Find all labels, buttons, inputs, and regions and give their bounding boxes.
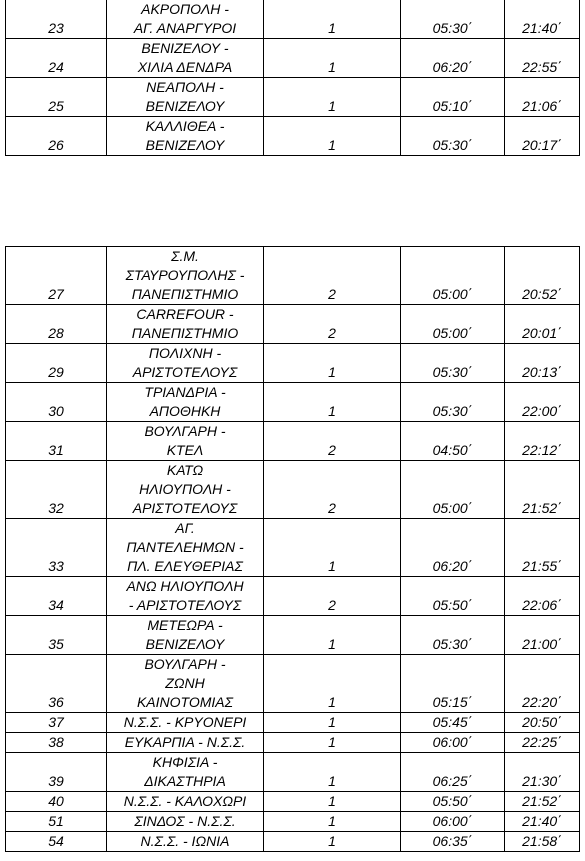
route-name-line: ΒΕΝΙΖΕΛΟΥ [145, 98, 225, 114]
route-name-line: ΠΛ. ΕΛΕΥΘΕΡΙΑΣ [127, 558, 243, 574]
route-number-cell: 23 [6, 0, 107, 39]
first-departure-cell: 06:35΄ [401, 832, 505, 852]
vehicle-count-cell: 1 [264, 655, 401, 713]
route-table-body [6, 0, 580, 156]
route-number-cell: 37 [6, 713, 107, 733]
last-departure-cell: 20:13΄ [505, 344, 580, 383]
first-departure-cell: 05:30΄ [401, 0, 505, 39]
first-departure-cell: 05:00΄ [401, 461, 505, 519]
table-row [6, 383, 580, 422]
route-number-cell: 24 [6, 39, 107, 78]
first-departure-cell: 05:50΄ [401, 577, 505, 616]
first-departure-cell: 06:20΄ [401, 519, 505, 577]
first-departure-cell: 05:15΄ [401, 655, 505, 713]
last-departure-cell: 22:12΄ [505, 422, 580, 461]
route-name-line: ΑΓ. [175, 520, 195, 536]
vehicle-count-cell: 1 [264, 39, 401, 78]
table-row [6, 577, 580, 616]
table-row [6, 247, 580, 305]
route-number-cell: 33 [6, 519, 107, 577]
table-row [6, 117, 580, 156]
vehicle-count-cell: 2 [264, 422, 401, 461]
vehicle-count-cell: 2 [264, 577, 401, 616]
route-name-cell [107, 655, 264, 713]
first-departure-cell: 06:00΄ [401, 733, 505, 753]
route-name-cell [107, 577, 264, 616]
route-name-cell [107, 78, 264, 117]
table-row [6, 713, 580, 733]
first-departure-cell: 05:00΄ [401, 305, 505, 344]
last-departure-cell: 20:50΄ [505, 713, 580, 733]
route-number-cell: 30 [6, 383, 107, 422]
first-departure-cell: 05:45΄ [401, 713, 505, 733]
table-row [6, 0, 580, 39]
route-number-cell: 26 [6, 117, 107, 156]
vehicle-count-cell: 1 [264, 713, 401, 733]
route-name-line: Ν.Σ.Σ. - ΚΡΥΟΝΕΡΙ [123, 714, 247, 730]
first-departure-cell: 05:00΄ [401, 247, 505, 305]
vehicle-count-cell: 1 [264, 117, 401, 156]
first-departure-cell: 05:30΄ [401, 344, 505, 383]
route-name-line: ΠΟΛΙΧΝΗ - [148, 345, 222, 361]
vehicle-count-cell: 2 [264, 461, 401, 519]
vehicle-count-cell: 1 [264, 832, 401, 852]
vehicle-count-cell: 1 [264, 616, 401, 655]
route-table-body [6, 247, 580, 852]
last-departure-cell: 21:40΄ [505, 812, 580, 832]
route-name-cell [107, 117, 264, 156]
last-departure-cell: 20:17΄ [505, 117, 580, 156]
last-departure-cell: 22:06΄ [505, 577, 580, 616]
first-departure-cell: 06:25΄ [401, 753, 505, 792]
vehicle-count-cell: 2 [264, 305, 401, 344]
route-number-cell: 35 [6, 616, 107, 655]
vehicle-count-cell: 1 [264, 344, 401, 383]
route-name-line: ΑΡΙΣΤΟΤΕΛΟΥΣ [132, 364, 238, 380]
first-departure-cell: 04:50΄ [401, 422, 505, 461]
route-name-line: ΠΑΝΕΠΙΣΤΗΜΙΟ [131, 286, 239, 302]
route-name-line: ΑΓ. ΑΝΑΡΓΥΡΟΙ [133, 20, 237, 36]
vehicle-count-cell: 1 [264, 812, 401, 832]
route-name-cell [107, 832, 264, 852]
route-number-cell: 27 [6, 247, 107, 305]
last-departure-cell: 22:20΄ [505, 655, 580, 713]
route-number-cell: 32 [6, 461, 107, 519]
route-number-cell: 31 [6, 422, 107, 461]
route-name-cell [107, 713, 264, 733]
route-name-cell [107, 0, 264, 39]
route-name-line: ΑΝΩ ΗΛΙΟΥΠΟΛΗ [126, 578, 244, 594]
vehicle-count-cell: 1 [264, 0, 401, 39]
first-departure-cell: 05:50΄ [401, 792, 505, 812]
last-departure-cell: 21:58΄ [505, 832, 580, 852]
route-name-line: ΑΠΟΘΗΚΗ [149, 403, 221, 419]
route-name-line: ΒΕΝΙΖΕΛΟΥ [145, 137, 225, 153]
route-number-cell: 38 [6, 733, 107, 753]
table-row [6, 733, 580, 753]
route-name-line: ΔΙΚΑΣΤΗΡΙΑ [144, 773, 226, 789]
table-row [6, 753, 580, 792]
route-name-cell [107, 247, 264, 305]
last-departure-cell: 22:25΄ [505, 733, 580, 753]
first-departure-cell: 06:20΄ [401, 39, 505, 78]
route-name-line: ΠΑΝΕΠΙΣΤΗΜΙΟ [131, 325, 239, 341]
route-name-line: ΒΕΝΙΖΕΛΟΥ [145, 636, 225, 652]
route-name-line: ΒΕΝΙΖΕΛΟΥ - [141, 40, 229, 56]
route-name-line: ΧΙΛΙΑ ΔΕΝΔΡΑ [137, 59, 233, 75]
vehicle-count-cell: 1 [264, 78, 401, 117]
route-name-cell [107, 792, 264, 812]
route-name-cell [107, 422, 264, 461]
first-departure-cell: 05:30΄ [401, 383, 505, 422]
first-departure-cell: 05:30΄ [401, 616, 505, 655]
route-name-line: ΣΤΑΥΡΟΥΠΟΛΗΣ - [125, 267, 245, 283]
route-name-line: ΠΑΝΤΕΛΕΗΜΩΝ - [126, 539, 244, 555]
last-departure-cell: 20:01΄ [505, 305, 580, 344]
route-name-line: ΣΙΝΔΟΣ - Ν.Σ.Σ. [134, 813, 236, 829]
route-name-line: ΗΛΙΟΥΠΟΛΗ - [139, 481, 231, 497]
route-name-line: ΑΡΙΣΤΟΤΕΛΟΥΣ [132, 500, 238, 516]
first-departure-cell: 06:00΄ [401, 812, 505, 832]
table-row [6, 305, 580, 344]
route-name-cell [107, 753, 264, 792]
route-name-cell [107, 305, 264, 344]
last-departure-cell: 22:00΄ [505, 383, 580, 422]
last-departure-cell: 20:52΄ [505, 247, 580, 305]
vehicle-count-cell: 1 [264, 733, 401, 753]
route-name-line: ΕΥΚΑΡΠΙΑ - Ν.Σ.Σ. [124, 734, 246, 750]
vehicle-count-cell: 1 [264, 383, 401, 422]
route-number-cell: 51 [6, 812, 107, 832]
last-departure-cell: 21:40΄ [505, 0, 580, 39]
first-departure-cell: 05:10΄ [401, 78, 505, 117]
vehicle-count-cell: 2 [264, 247, 401, 305]
route-name-cell [107, 616, 264, 655]
route-name-line: Ν.Σ.Σ. - ΙΩΝΙΑ [140, 833, 230, 849]
route-number-cell: 29 [6, 344, 107, 383]
route-name-line: ΤΡΙΑΝΔΡΙΑ - [144, 384, 226, 400]
route-name-line: ΚΑΙΝΟΤΟΜΙΑΣ [136, 694, 234, 710]
route-number-cell: 36 [6, 655, 107, 713]
table-row [6, 461, 580, 519]
route-number-cell: 34 [6, 577, 107, 616]
route-name-line: ΝΕΑΠΟΛΗ - [146, 79, 224, 95]
vehicle-count-cell: 1 [264, 519, 401, 577]
table-row [6, 812, 580, 832]
route-number-cell: 39 [6, 753, 107, 792]
route-name-cell [107, 461, 264, 519]
route-table-bottom [5, 246, 580, 852]
table-row [6, 519, 580, 577]
last-departure-cell: 22:55΄ [505, 39, 580, 78]
route-name-line: ΒΟΥΛΓΑΡΗ - [144, 656, 226, 672]
vehicle-count-cell: 1 [264, 792, 401, 812]
table-row [6, 655, 580, 713]
table-row [6, 422, 580, 461]
last-departure-cell: 21:55΄ [505, 519, 580, 577]
table-row [6, 78, 580, 117]
route-name-line: Ν.Σ.Σ. - ΚΑΛΟΧΩΡΙ [123, 793, 247, 809]
route-table-top [5, 0, 580, 156]
route-name-line: - ΑΡΙΣΤΟΤΕΛΟΥΣ [128, 597, 242, 613]
route-number-cell: 54 [6, 832, 107, 852]
table-row [6, 39, 580, 78]
route-name-line: ΒΟΥΛΓΑΡΗ - [144, 423, 226, 439]
route-name-cell [107, 519, 264, 577]
table-row [6, 832, 580, 852]
route-name-line: ΚΑΤΩ [166, 462, 204, 478]
route-name-cell [107, 344, 264, 383]
route-name-line: ΜΕΤΕΩΡΑ - [147, 617, 223, 633]
route-name-cell [107, 812, 264, 832]
route-name-line: ΚΗΦΙΣΙΑ - [152, 754, 218, 770]
route-name-line: Σ.Μ. [171, 248, 199, 264]
route-name-line: ΑΚΡΟΠΟΛΗ - [141, 1, 229, 17]
route-name-cell [107, 39, 264, 78]
route-number-cell: 40 [6, 792, 107, 812]
last-departure-cell: 21:52΄ [505, 461, 580, 519]
last-departure-cell: 21:00΄ [505, 616, 580, 655]
route-name-line: ΚΑΛΛΙΘΕΑ - [145, 118, 225, 134]
route-name-cell [107, 733, 264, 753]
table-row [6, 616, 580, 655]
last-departure-cell: 21:52΄ [505, 792, 580, 812]
vehicle-count-cell: 1 [264, 753, 401, 792]
first-departure-cell: 05:30΄ [401, 117, 505, 156]
table-row [6, 344, 580, 383]
route-number-cell: 28 [6, 305, 107, 344]
route-number-cell: 25 [6, 78, 107, 117]
route-name-line: CARREFOUR - [136, 306, 234, 322]
last-departure-cell: 21:30΄ [505, 753, 580, 792]
route-name-line: ΖΩΝΗ [165, 675, 205, 691]
route-name-line: ΚΤΕΛ [166, 442, 204, 458]
last-departure-cell: 21:06΄ [505, 78, 580, 117]
table-row [6, 792, 580, 812]
route-name-cell [107, 383, 264, 422]
